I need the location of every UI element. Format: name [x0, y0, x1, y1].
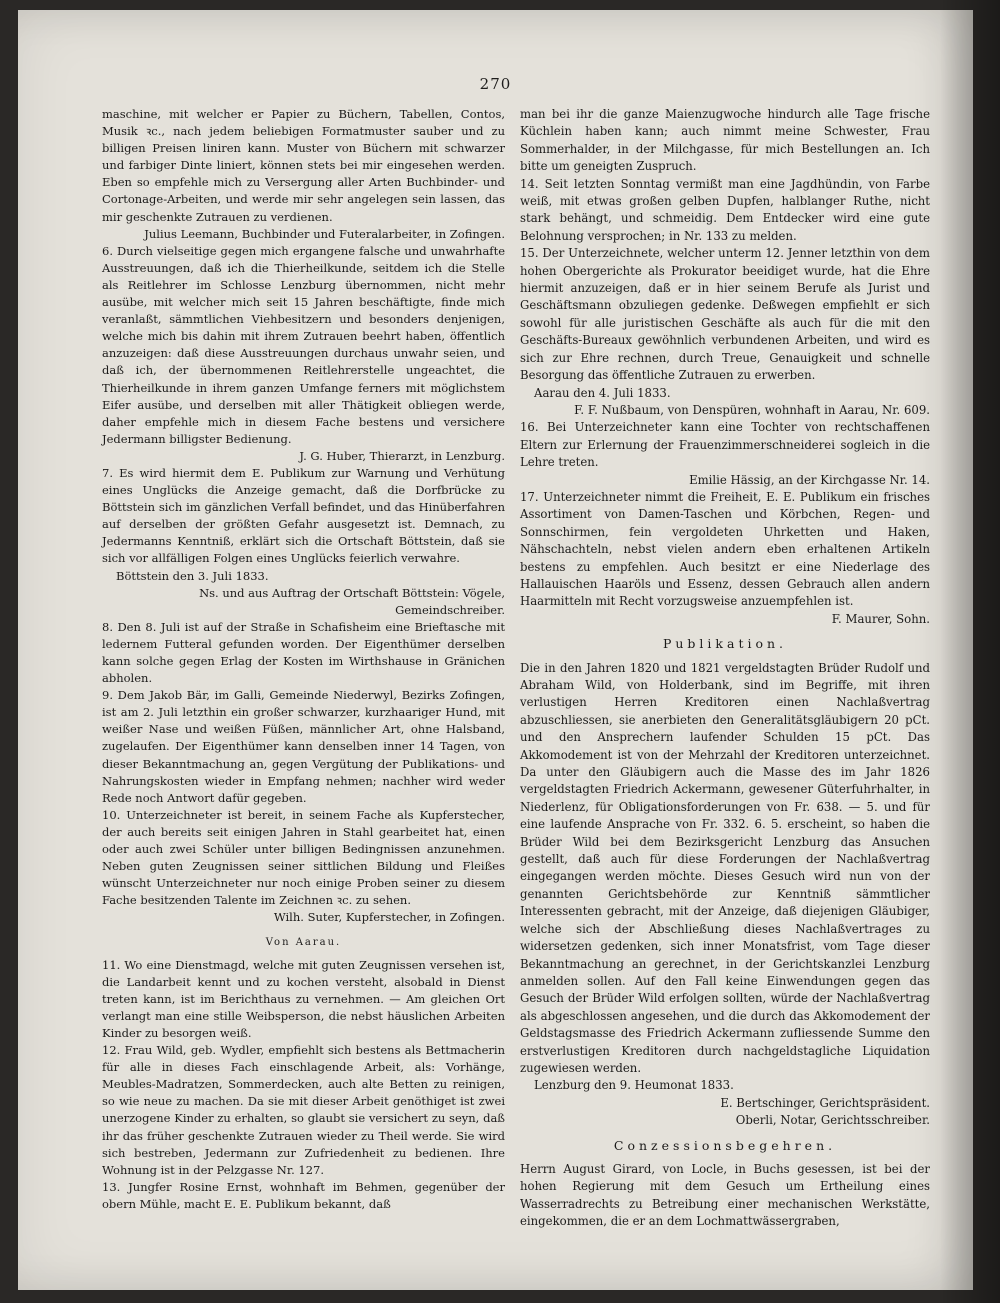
notice-paragraph: 14. Seit letzten Sonntag vermißt man eine Jagdhündin, von Farbe weiß, mit etwas großen gelben Dupfen, halblanger Ruthe, nicht stark behängt, und schmeidig. Dem Entdecker wird eine gute Belohnung versprochen; in Nr. 133 zu melden.	[520, 176, 930, 243]
signature-line: Julius Leemann, Buchbinder und Futeralarbeiter, in Zofingen.	[144, 226, 505, 241]
section-heading: Conzessionsbegehren.	[613, 1137, 837, 1153]
signature-line: Ns. und aus Auftrag der Ortschaft Böttstein: Vögele, Gemeindschreiber.	[199, 585, 505, 617]
date-line: Aarau den 4. Juli 1833.	[534, 385, 671, 400]
notice-paragraph: Die in den Jahren 1820 und 1821 vergeldstagten Brüder Rudolf und Abraham Wild, von Holderbank, sind im Begriffe, mit ihren verlustigen Herren Kreditoren einen Nachlaßvertrag abzuschliessen, sie anerbieten den Generalitätsgläubigern 20 pCt. und den Ansprechern laufender Schulden 15 pCt. Das Akkomodement ist von der Mehrzahl der Kreditoren unterzeichnet. Da unter den Gläubigern auch die Masse des im Jahr 1826 vergeldstagten Friedrich Ackermann, gewesener Güterfuhrhalter, in Niederlenz, für Obligationsforderungen von Fr. 638. — 5. und für eine laufende Ansprache von Fr. 332. 6. 5. erscheint, so haben die Brüder Wild bei dem Bezirksgericht Lenzburg das Ansuchen gestellt, daß auch für diese Forderungen der Nachlaßvertrag eingegangen werden möchte. Dieses Gesuch wird nun von der genannten Gerichtsbehörde zur Kenntniß sämmtlicher Interessenten gebracht, mit der Anzeige, daß diejenigen Gläubiger, welche sich der Abschließung dieses Nachlaßvertrages zu widersetzen gedenken, sich inner Monatsfrist, vom Tage dieser Bekanntmachung an gerechnet, in der Gerichtskanzlei Lenzburg anmelden sollen. Auf den Fall keine Einwendungen gegen das Gesuch der Brüder Wild erfolgen sollten, würde der Nachlaßvertrag als abgeschlossen angesehen, und die durch das Akkomodement der Geldstagsmasse des Friedrich Ackermann zufliessende Summe den erstverlustigen Kreditoren durch nachgeldstagliche Liquidation zugewiesen werden.	[520, 660, 930, 1075]
notice-paragraph: maschine, mit welcher er Papier zu Büchern, Tabellen, Contos, Musik ꝛc., nach jedem beliebigen Formatmuster sauber und zu billigen Preisen liniren kann. Muster von Büchern mit schwarzer und farbiger Dinte liniert, können stets bei mir eingesehen werden. Eben so empfehle mich zu Versergung aller Arten Buchbinder- und Cortonage-Arbeiten, und werde mir sehr angelegen sein lassen, das mir geschenkte Zutrauen zu verdienen.	[102, 107, 505, 224]
signature-line: E. Bertschinger, Gerichtspräsident.	[720, 1095, 930, 1110]
notice-paragraph: 15. Der Unterzeichnete, welcher unterm 12. Jenner letzthin von dem hohen Obergerichte als Prokurator beeidiget wurde, hat die Ehre hiermit anzuzeigen, daß er in hier seinem Berufe als Jurist und Geschäftsmann obzuliegen gedenke. Deßwegen empfiehlt er sich sowohl für alle juristischen Geschäfte als auch für die mit den Geschäfts-Bureaux gewöhnlich verbundenen Arbeiten, und wird es sich zur Ehre rechnen, durch Treue, Genauigkeit und schnelle Besorgung das öffentliche Zutrauen zu erwerben.	[520, 246, 930, 383]
notice-paragraph: 16. Bei Unterzeichneter kann eine Tochter von rechtschaffenen Eltern zur Erlernung der Frauenzimmerschneiderei sogleich in die Lehre treten.	[520, 420, 930, 470]
date-line: Böttstein den 3. Juli 1833.	[116, 568, 269, 583]
left-column	[102, 106, 505, 1213]
signature-line: Wilh. Suter, Kupferstecher, in Zofingen.	[273, 910, 505, 925]
notice-paragraph: 11. Wo eine Dienstmagd, welche mit guten Zeugnissen versehen ist, die Landarbeit kennt und zu kochen versteht, alsobald in Dienst treten kann, ist im Berichthaus zu vernehmen. — Am gleichen Ort verlangt man eine stille Weibsperson, die nebst häuslichen Arbeiten Kinder zu besorgen weiß.	[102, 957, 505, 1040]
book-spine-shadow	[940, 0, 1000, 1303]
notice-paragraph: 12. Frau Wild, geb. Wydler, empfiehlt sich bestens als Bettmacherin für alle in dieses Fach einschlagende Arbeit, als: Vorhänge, Meubles-Madratzen, Sommerdecken, auch alte Betten zu reinigen, so wie neue zu machen. Da sie mit dieser Arbeit genöthiget ist zwei unerzogene Kinder zu erhalten, so glaubt sie versichert zu seyn, daß ihr das früher geschenkte Zutrauen wieder zu Theil werde. Sie wird sich bestreben, Jedermann zur Zufriedenheit zu bedienen. Ihre Wohnung ist in der Pelzgasse Nr. 127.	[102, 1043, 505, 1177]
notice-paragraph: 13. Jungfer Rosine Ernst, wohnhaft im Behmen, gegenüber der obern Mühle, macht E. E. Publikum bekannt, daß	[102, 1179, 505, 1211]
right-column	[520, 106, 930, 1231]
signature-line: Oberli, Notar, Gerichtsschreiber.	[735, 1113, 930, 1128]
section-heading: Publikation.	[662, 636, 788, 652]
notice-paragraph: 9. Dem Jakob Bär, im Galli, Gemeinde Niederwyl, Bezirks Zofingen, ist am 2. Juli letzthin ein großer schwarzer, kurzhaariger Hund, mit weißer Nase und weißen Füßen, männlicher Art, ohne Halsband, zugelaufen. Der Eigenthümer kann denselben inner 14 Tagen, von dieser Bekanntmachung an, gegen Vergütung der Publikations- und Nahrungskosten wieder in Empfang nehmen; nachher wird weder Rede noch Antwort dafür gegeben.	[102, 688, 505, 805]
signature-line: F. Maurer, Sohn.	[831, 611, 930, 626]
section-subheading: Von Aarau.	[265, 936, 342, 948]
signature-line: J. G. Huber, Thierarzt, in Lenzburg.	[299, 448, 505, 463]
notice-paragraph: 7. Es wird hiermit dem E. Publikum zur Warnung und Verhütung eines Unglücks die Anzeige gemacht, daß die Dorfbrücke zu Böttstein sich im gänzlichen Verfall befindet, und das Hinüberfahren auf derselben der größten Gefahr ausgesetzt ist. Demnach, zu Jedermanns Kenntniß, erklärt sich die Ortschaft Böttstein, daß sie sich vor allfälligen Folgen eines Unglücks feierlich verwahre.	[102, 465, 505, 566]
signature-line: Emilie Hässig, an der Kirchgasse Nr. 14.	[689, 472, 930, 487]
notice-paragraph: 6. Durch vielseitige gegen mich ergangene falsche und unwahrhafte Ausstreuungen, daß ich die Thierheilkunde, seitdem ich die Stelle als Reitlehrer im Schlosse Lenzburg übernommen, nicht mehr ausübe, mit welcher mich seit 15 Jahren beschäftigte, finde mich veranlaßt, sämmtlichen Viehbesitzern und besonders denjenigen, welche mich bis dahin mit ihrem Zutrauen beehrt haben, öffentlich anzuzeigen: daß diese Ausstreuungen durchaus unwahr seien, und daß ich, der übernommenen Reitlehrerstelle ungeachtet, die Thierheilkunde in ihrem ganzen Umfange ferners mit möglichstem Eifer ausübe, und derselben mit aller Thätigkeit obliegen werde, daher empfehle mich in diesem Fache bestens und versichere Jedermann billigster Bedienung.	[102, 243, 505, 446]
notice-paragraph: Herrn August Girard, von Locle, in Buchs gesessen, ist bei der hohen Regierung mit dem Gesuch um Ertheilung eines Wasserradrechts zu Betreibung einer mechanischen Werkstätte, eingekommen, die er an dem Lochmattwässergraben,	[520, 1161, 930, 1229]
page-number: 270	[479, 75, 512, 93]
newspaper-page	[18, 10, 973, 1290]
notice-paragraph: man bei ihr die ganze Maienzugwoche hindurch alle Tage frische Küchlein haben kann; auch nimmt meine Schwester, Frau Sommerhalder, in der Milchgasse, für mich Bestellungen an. Ich bitte um geneigten Zuspruch.	[520, 107, 930, 174]
notice-paragraph: 8. Den 8. Juli ist auf der Straße in Schafisheim eine Brieftasche mit ledernem Futteral gefunden worden. Der Eigenthümer derselben kann solche gegen Erlag der Kosten im Wirthshause in Gränichen abholen.	[102, 619, 505, 686]
date-line: Lenzburg den 9. Heumonat 1833.	[534, 1078, 734, 1093]
notice-paragraph: 10. Unterzeichneter ist bereit, in seinem Fache als Kupferstecher, der auch bereits seit einigen Jahren in Stahl gearbeitet hat, einen oder auch zwei Schüler unter billigen Bedingnissen anzunehmen. Neben guten Zeugnissen seiner sittlichen Bildung und Fleißes wünscht Unterzeichneter nur noch einige Proben seiner zu diesem Fache besitzenden Talente im Zeichnen ꝛc. zu sehen.	[102, 807, 505, 908]
signature-line: F. F. Nußbaum, von Denspüren, wohnhaft in Aarau, Nr. 609.	[574, 402, 930, 417]
notice-paragraph: 17. Unterzeichneter nimmt die Freiheit, E. E. Publikum ein frisches Assortiment von Damen-Taschen und Körbchen, Regen- und Sonnschirmen, fein vergoldeten Uhrketten und Haken, Nähschachteln, nebst vielen andern eben erhaltenen Artikeln bestens zu empfehlen. Auch besitzt er eine Niederlage des Hallauischen Haaröls und Essenz, dessen Gebrauch allen andern Haarmitteln mit Recht vorzugsweise anzuempfehlen ist.	[520, 489, 930, 609]
